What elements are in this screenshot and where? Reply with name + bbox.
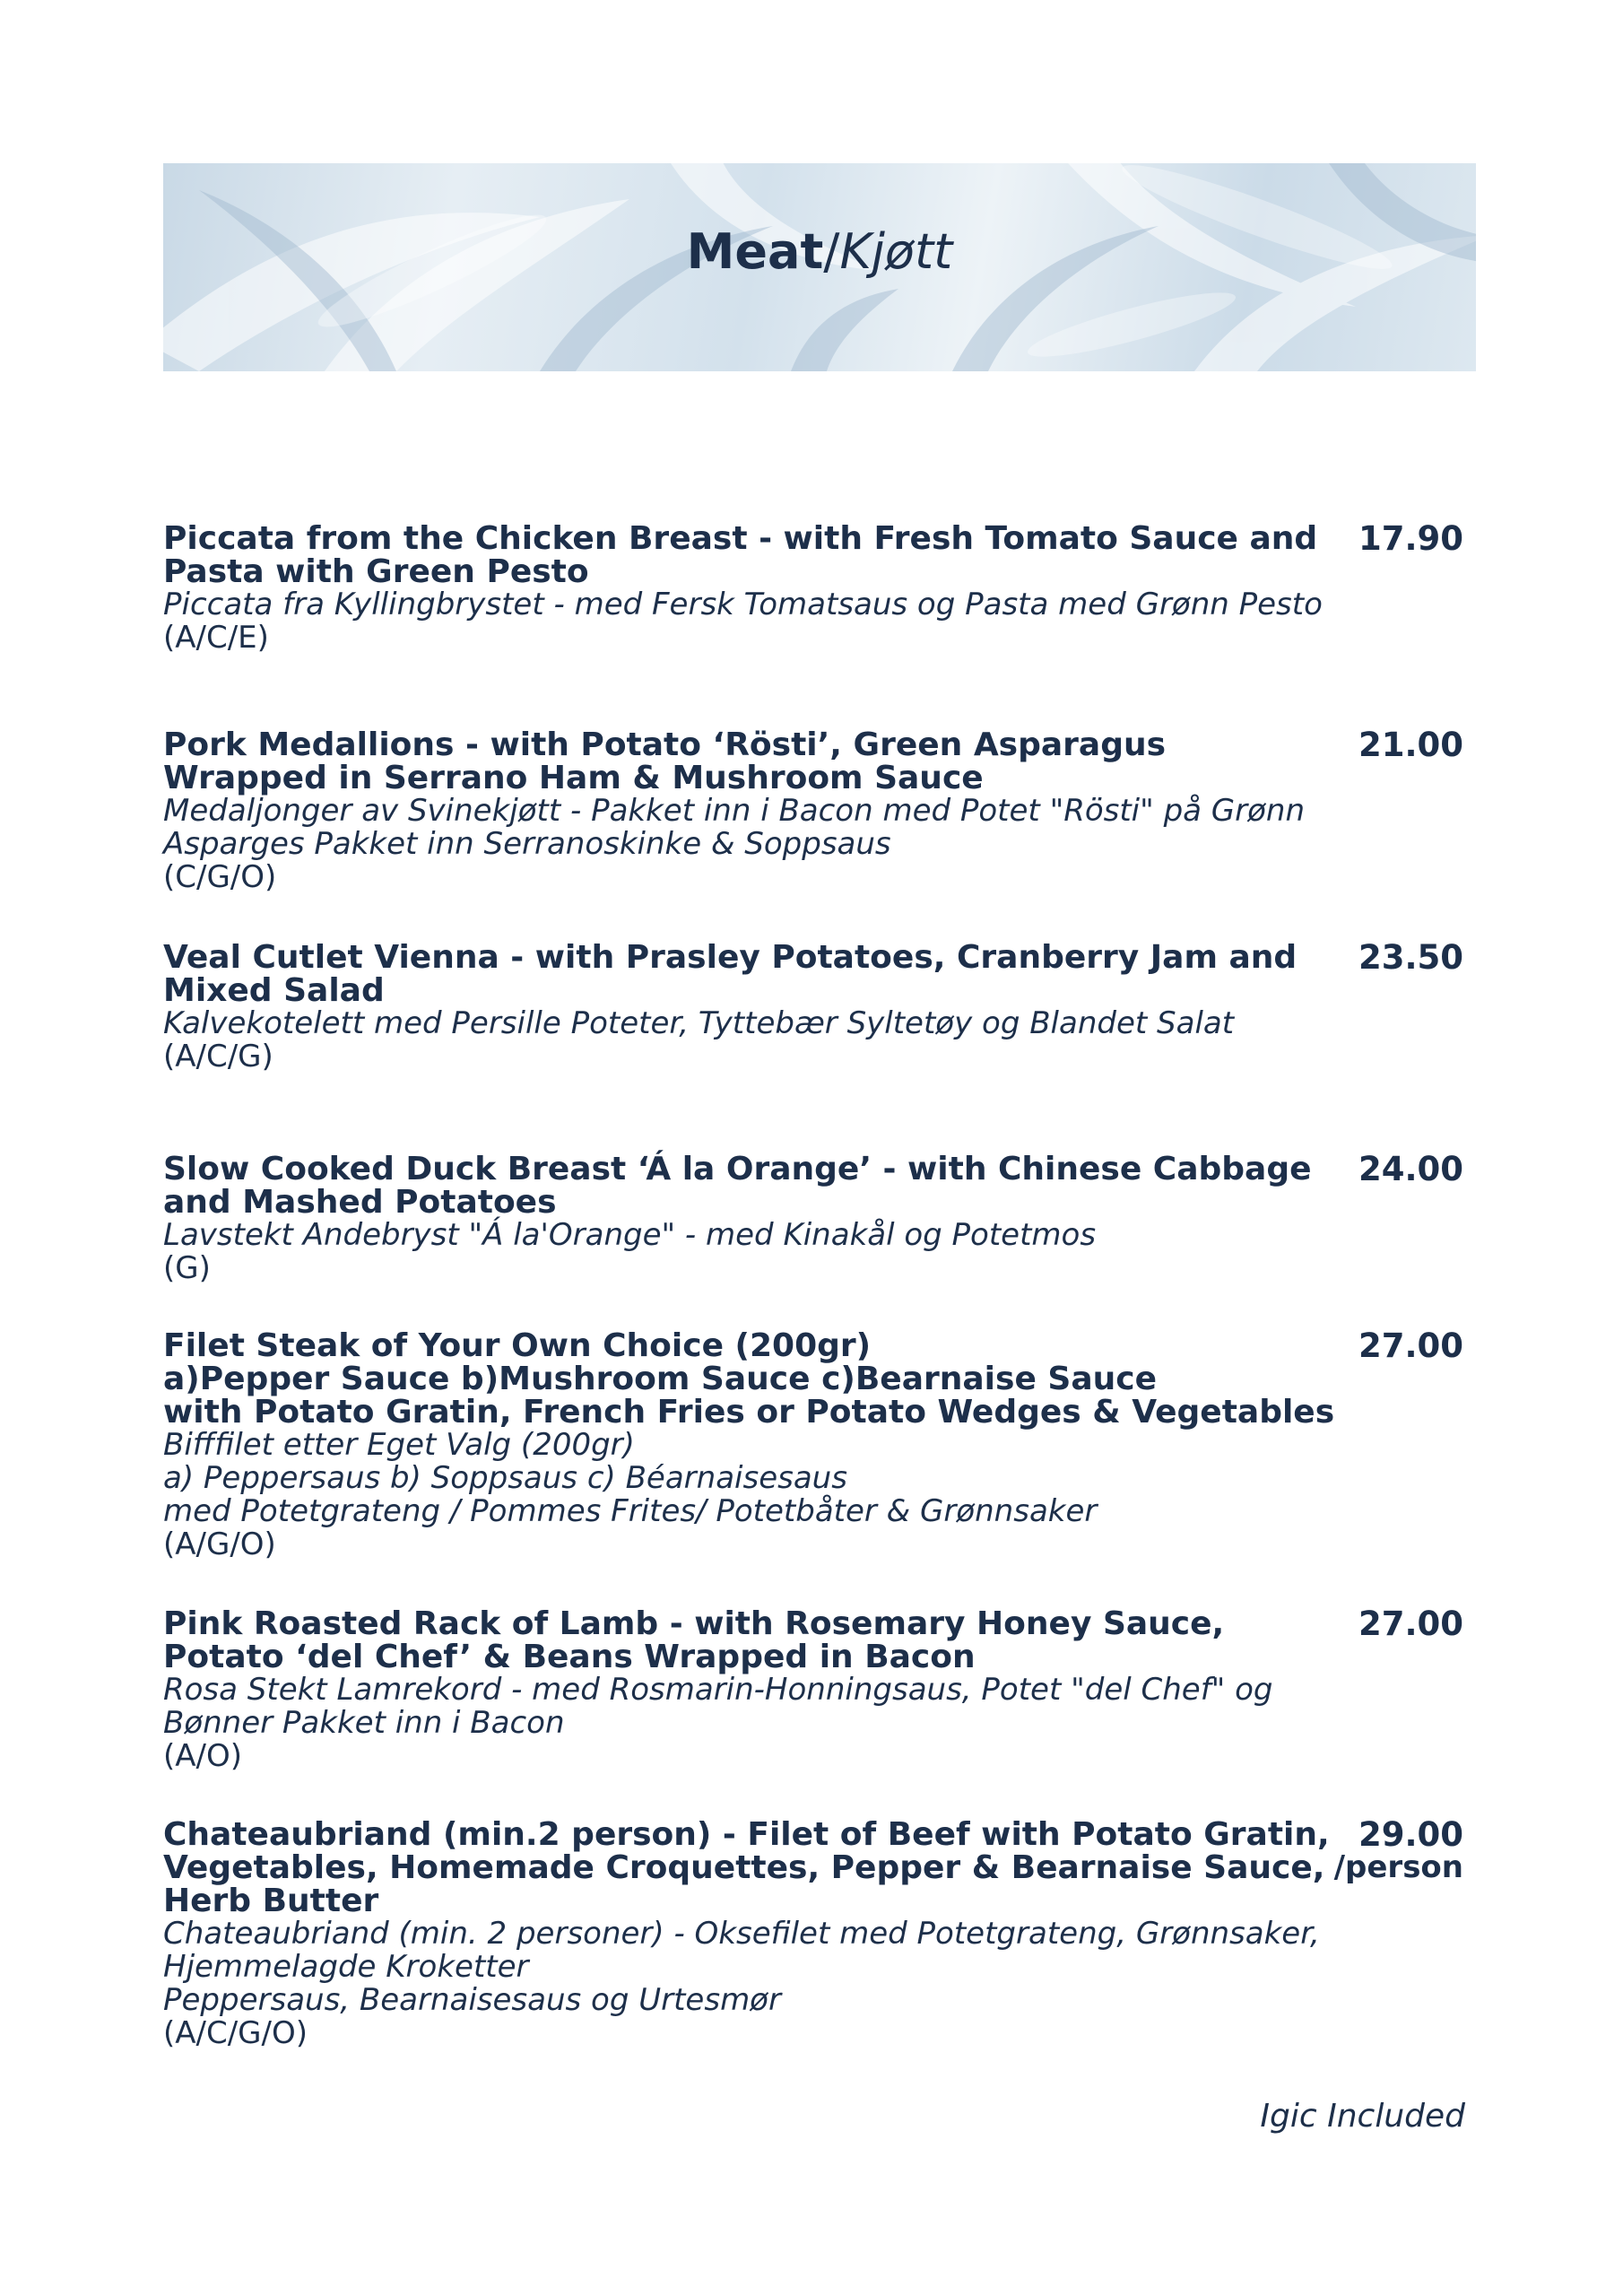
price-amount: 29.00 <box>1358 1815 1463 1854</box>
header-banner <box>163 163 1476 371</box>
allergens: (A/O) <box>163 1738 243 1774</box>
menu-item <box>163 1326 1463 1562</box>
allergens: (A/G/O) <box>163 1526 276 1562</box>
dish-price: 23.50 <box>1358 938 1463 977</box>
dish-sauce-options-english: a)Pepper Sauce b)Mushroom Sauce c)Bearnaise Sauce <box>163 1361 1158 1397</box>
dish-name-english: Slow Cooked Duck Breast ‘Á la Orange’ - with Chinese Cabbage and Mashed Potatoes <box>163 1151 1312 1221</box>
dish-name-norwegian: Medaljonger av Svinekjøtt - Pakket inn i Bacon med Potet "Rösti" på Grønn Asparges Pakket inn Serranoskinke & Soppsaus <box>163 793 1306 862</box>
title-separator: / <box>823 223 840 280</box>
dish-sauce-options-norwegian: a) Peppersaus b) Soppsaus c) Béarnaisesaus <box>163 1460 847 1496</box>
allergens: (A/C/G/O) <box>163 2015 308 2051</box>
dish-name-norwegian: Chateaubriand (min. 2 personer) - Oksefilet med Potetgrateng, Grønnsaker, Hjemmelagde Kroketter <box>163 1916 1320 1985</box>
tax-note: Igic Included <box>1260 2098 1465 2135</box>
dish-sides-norwegian: med Potetgrateng / Pommes Frites/ Potetbåter & Grønnsaker <box>163 1493 1098 1529</box>
menu-item <box>163 1815 1463 2051</box>
dish-name-english: Piccata from the Chicken Breast - with Fresh Tomato Sauce and Pasta with Green Pesto <box>163 520 1318 590</box>
dish-name-norwegian: Lavstekt Andebryst "Á la'Orange" - med Kinakål og Potetmos <box>163 1217 1097 1253</box>
allergens: (G) <box>163 1250 211 1286</box>
menu-item <box>163 1152 1463 1285</box>
dish-name-english: Pork Medallions - with Potato ‘Rösti’, Green Asparagus Wrapped in Serrano Ham & Mushroom Sauce <box>163 726 1167 796</box>
dish-price: 24.00 <box>1358 1150 1463 1188</box>
title-english: Meat <box>686 223 824 280</box>
dish-price: 17.90 <box>1358 519 1463 558</box>
menu-item <box>163 728 1463 894</box>
dish-sides-english: with Potato Gratin, French Fries or Potato Wedges & Vegetables <box>163 1394 1335 1431</box>
dish-price: 27.00 <box>1358 1326 1463 1365</box>
dish-price: 27.00 <box>1358 1605 1463 1643</box>
dish-price <box>1333 1815 1463 1885</box>
price-unit: /person <box>1333 1849 1463 1885</box>
dish-name-norwegian: Kalvekotelett med Persille Poteter, Tyttebær Syltetøy og Blandet Salat <box>163 1005 1235 1041</box>
menu-item <box>163 938 1463 1074</box>
dish-price: 21.00 <box>1358 726 1463 764</box>
page-title <box>163 223 1476 280</box>
menu-item <box>163 1607 1463 1773</box>
allergens: (C/G/O) <box>163 859 277 895</box>
allergens: (A/C/E) <box>163 620 269 656</box>
dish-name-english: Pink Roasted Rack of Lamb - with Rosemary Honey Sauce, Potato ‘del Chef’ & Beans Wrapped in Bacon <box>163 1605 1225 1675</box>
title-norwegian: Kjøtt <box>839 223 953 280</box>
dish-name-norwegian: Bifffilet etter Eget Valg (200gr) <box>163 1427 635 1463</box>
dish-name-english: Veal Cutlet Vienna - with Prasley Potatoes, Cranberry Jam and Mixed Salad <box>163 939 1298 1009</box>
dish-name-english: Filet Steak of Your Own Choice (200gr) <box>163 1327 872 1364</box>
dish-sauces-norwegian: Peppersaus, Bearnaisesaus og Urtesmør <box>163 1982 781 2018</box>
dish-name-english: Chateaubriand (min.2 person) - Filet of Beef with Potato Gratin, Vegetables, Homemade Croquettes, Pepper & Bearnaise Sauce, Herb Butter <box>163 1816 1330 1919</box>
dish-name-norwegian: Rosa Stekt Lamrekord - med Rosmarin-Honningsaus, Potet "del Chef" og Bønner Pakket inn i Bacon <box>163 1672 1273 1741</box>
allergens: (A/C/G) <box>163 1039 273 1074</box>
menu-item <box>163 519 1463 656</box>
dish-name-norwegian: Piccata fra Kyllingbrystet - med Fersk Tomatsaus og Pasta med Grønn Pesto <box>163 587 1323 622</box>
